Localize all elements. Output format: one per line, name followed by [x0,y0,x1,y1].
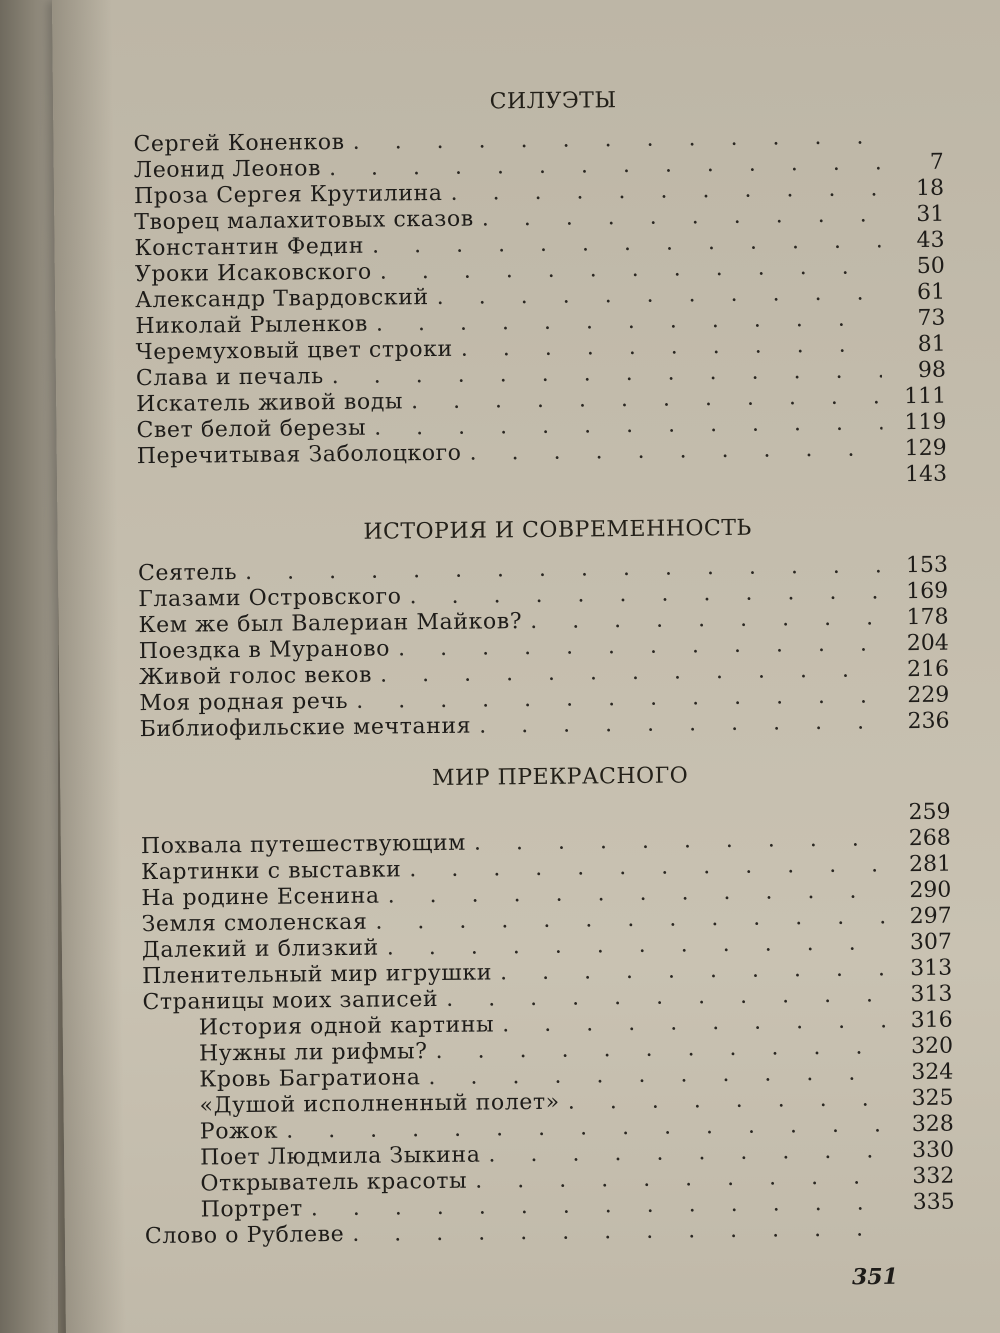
dot-leader [502,1008,889,1038]
entry-page-number: 73 [917,305,946,331]
entry-title: «Душой исполненный полет» [199,1089,560,1119]
entry-page-number: 204 [906,630,949,657]
dot-leader [469,436,882,466]
entry-title: Александр Твардовский [135,285,429,314]
dot-leader [352,1216,891,1248]
entry-title: История одной картины [198,1012,495,1041]
entry-title: Поет Людмила Зыкина [200,1142,481,1171]
entry-title: Кровь Багратиона [199,1065,421,1093]
section-title: МИР ПРЕКРАСНОГО [431,763,689,792]
entry-page-number: 325 [911,1085,954,1112]
entry-title: Слово о Рублеве [144,1222,345,1250]
entry-page-number: 119 [904,409,947,436]
entry-title: Моя родная речь [139,688,349,717]
previous-page-edge [0,0,58,1333]
entry-title: Сеятель [137,560,238,587]
entry-page-number: 259 [908,799,951,826]
binding-shadow [52,0,126,1333]
entry-page-number: 98 [917,357,947,383]
section-title: ИСТОРИЯ И СОВРЕМЕННОСТЬ [363,515,752,545]
entry-title: Картинки с выставки [141,857,402,886]
entry-page-number: 268 [908,825,951,852]
dot-leader [500,956,888,986]
entry-page-number: 61 [916,279,946,305]
entry-page-number: 143 [904,461,948,488]
entry-title: Библиофильские мечтания [139,713,472,743]
entry-title: Нужны ли рифмы? [198,1039,428,1067]
entry-page-number: 320 [910,1033,954,1060]
entry-title: Искатель живой воды [136,389,404,418]
toc-section [137,514,949,743]
entry-title: Далекий и близкий [141,935,379,964]
dot-leader [568,1086,890,1115]
entry-title: Уроки Исаковского [134,259,372,288]
entry-page-number: 31 [916,201,945,227]
toc-section [140,761,955,1250]
entry-title: Открыватель красоты [200,1168,468,1197]
entry-page-number: 332 [912,1163,955,1190]
entry-title: На родине Есенина [141,883,380,912]
entry-page-number: 216 [906,656,950,683]
dot-leader [479,709,886,739]
entry-title: Глазами Островского [138,584,402,613]
entry-page-number: 7 [929,149,944,175]
entry-page-number: 324 [911,1059,954,1086]
entry-title: Кем же был Валериан Майков? [138,609,523,639]
table-of-contents [133,85,955,1276]
entry-page-number: 297 [909,903,952,930]
entry-page-number: 316 [910,1007,953,1034]
entry-title: Перечитывая Заболоцкого [136,440,462,470]
entry-page-number: 328 [911,1111,954,1138]
entry-page-number: 281 [908,851,952,878]
dot-leader [530,605,885,635]
entry-title: Портрет [200,1196,303,1223]
entry-page-number: 111 [904,383,947,410]
entry-page-number: 50 [916,253,945,279]
section-title: СИЛУЭТЫ [489,88,617,115]
entry-page-number: 153 [905,552,949,579]
entry-title: Земля смоленская [141,909,368,938]
entry-title: Проза Сергея Крутилина [133,180,443,210]
entry-title: Черемуховый цвет строки [135,336,453,366]
entry-page-number: 330 [911,1137,955,1164]
entry-title: Слава и печаль [135,364,324,392]
entry-page-number: 236 [907,708,950,735]
entry-page-number: 335 [912,1189,955,1216]
entry-title: Свет белой березы [136,415,367,444]
entry-page-number: 178 [906,604,949,631]
entry-title: Сергей Коненков [133,129,345,158]
entry-title: Страницы моих записей [142,987,439,1016]
entry-page-number: 129 [904,435,947,462]
entry-page-number: 18 [915,175,945,201]
entry-title: Николай Рыленков [135,311,369,340]
entry-page-number: 43 [916,227,945,253]
entry-page-number: 81 [917,331,946,357]
entry-title: Творец малахитовых сказов [134,206,474,236]
toc-section [133,85,947,496]
entry-page-number: 229 [907,682,950,709]
entry-page-number: 169 [906,578,949,605]
entry-page-number [888,143,944,144]
entry-title: Пленительный мир игрушки [142,960,493,990]
entry-title: Поездка в Мураново [138,636,391,665]
entry-title: Похвала путешествующим [140,830,467,860]
book-page [52,0,1000,1333]
entry-page-number: 290 [909,877,952,904]
entry-page-number: 307 [909,929,953,956]
entry-page-number: 313 [910,981,953,1008]
entry-title: Константин Федин [134,233,365,262]
page-number: 351 [851,1263,899,1291]
entry-title: Живой голос веков [138,662,373,691]
entry-title: Рожок [199,1118,279,1145]
entry-title: Леонид Леонов [133,156,322,184]
entry-page-number [899,1235,955,1236]
entry-page-number: 313 [910,955,953,982]
